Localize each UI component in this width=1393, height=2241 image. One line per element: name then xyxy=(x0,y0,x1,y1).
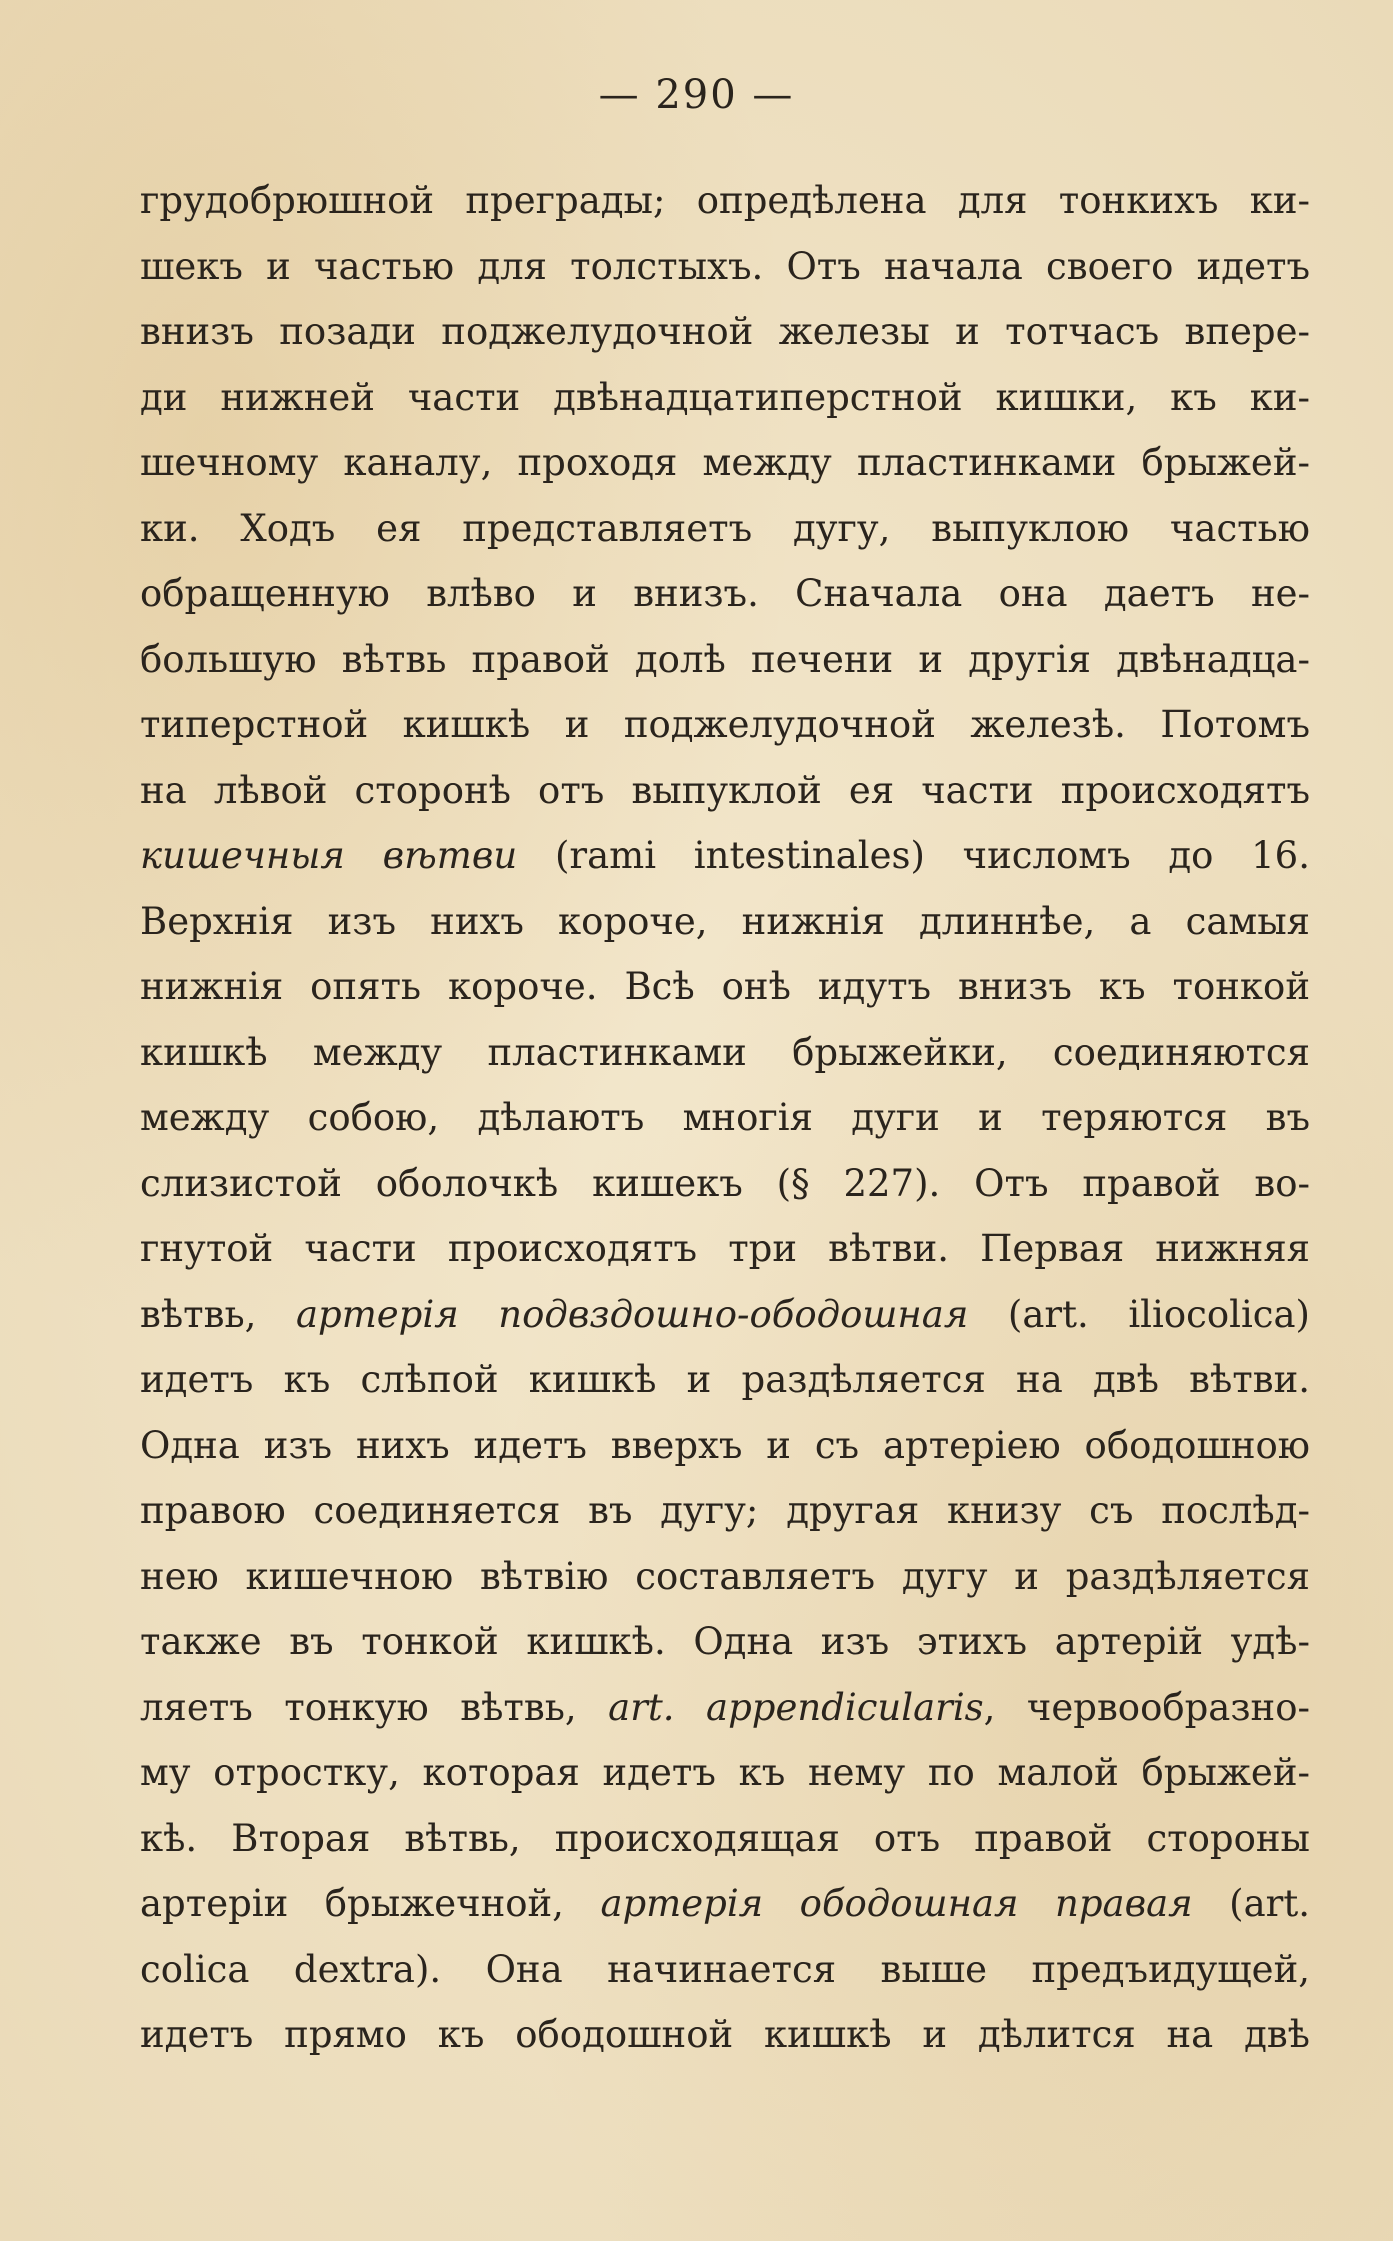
text-line xyxy=(140,627,1310,693)
text-run: правою соединяется въ дугу; другая книзу съ послѣд- xyxy=(140,1489,1310,1532)
text-line xyxy=(140,758,1310,824)
text-line xyxy=(140,823,1310,889)
text-run: шекъ и частью для толстыхъ. Отъ начала своего идетъ xyxy=(140,244,1310,288)
text-line xyxy=(140,1085,1310,1151)
text-line xyxy=(140,1544,1310,1610)
text-run: вѣтвь, xyxy=(140,1292,296,1336)
text-run: слизистой оболочкѣ кишекъ (§ 227). Отъ правой во- xyxy=(140,1161,1310,1205)
text-run: обращенную влѣво и внизъ. Сначала она даетъ не- xyxy=(140,572,1310,615)
text-run: идетъ къ слѣпой кишкѣ и раздѣляется на двѣ вѣтви. xyxy=(140,1358,1310,1401)
text-run: шечному каналу, проходя между пластинками брыжей- xyxy=(140,441,1310,484)
text-run: также въ тонкой кишкѣ. Одна изъ этихъ артерій удѣ- xyxy=(140,1620,1310,1663)
text-line xyxy=(140,299,1310,365)
italic-term: артерія подвздошно-ободошная xyxy=(295,1292,969,1336)
page-number: — 290 — xyxy=(598,72,795,118)
text-run: на лѣвой сторонѣ отъ выпуклой ея части происходятъ xyxy=(140,768,1310,812)
text-line xyxy=(140,1216,1310,1282)
text-line xyxy=(140,496,1310,562)
text-run: гнутой части происходятъ три вѣтви. Первая нижняя xyxy=(140,1227,1310,1270)
text-line xyxy=(140,1675,1310,1741)
text-run: (art. xyxy=(1192,1882,1310,1925)
text-line xyxy=(140,1020,1310,1086)
text-run: типерстной кишкѣ и поджелудочной железѣ. Потомъ xyxy=(140,703,1310,746)
text-line xyxy=(140,1740,1310,1806)
text-line xyxy=(140,1413,1310,1479)
italic-term: кишечныя вѣтви xyxy=(140,834,518,877)
text-line xyxy=(140,2002,1310,2068)
text-run: внизъ позади поджелудочной железы и тотчасъ впере- xyxy=(140,310,1310,353)
text-run: ди нижней части двѣнадцатиперстной кишки, къ ки- xyxy=(140,375,1310,419)
text-run: нею кишечною вѣтвію составляетъ дугу и раздѣляется xyxy=(140,1554,1310,1598)
text-run: артеріи брыжечной, xyxy=(140,1882,601,1925)
text-line xyxy=(140,1282,1310,1348)
italic-term: art. appendicularis xyxy=(608,1685,984,1729)
text-line xyxy=(140,561,1310,627)
text-run: , червообразно- xyxy=(983,1685,1310,1729)
text-run: ки. Ходъ ея представляетъ дугу, выпуклою частью xyxy=(140,506,1310,550)
text-line xyxy=(140,1478,1310,1544)
text-line xyxy=(140,365,1310,431)
text-line xyxy=(140,1347,1310,1413)
text-run: между собою, дѣлаютъ многія дуги и теряются въ xyxy=(140,1096,1310,1139)
text-run: Одна изъ нихъ идетъ вверхъ и съ артеріею ободошною xyxy=(140,1423,1310,1467)
text-line xyxy=(140,168,1310,234)
text-run: colica dextra). Она начинается выше предъидущей, xyxy=(140,1947,1310,1991)
text-run: кишкѣ между пластинками брыжейки, соединяются xyxy=(140,1030,1310,1074)
text-run: нижнія опять короче. Всѣ онѣ идутъ внизъ къ тонкой xyxy=(140,965,1310,1008)
text-line xyxy=(140,1609,1310,1675)
text-run: му отростку, которая идетъ къ нему по малой брыжей- xyxy=(140,1751,1310,1794)
text-line xyxy=(140,1937,1310,2003)
body-text xyxy=(140,168,1310,2068)
text-run: (rami intestinales) числомъ до 16. xyxy=(517,834,1310,877)
text-line xyxy=(140,1151,1310,1217)
text-run: (art. iliocolica) xyxy=(968,1292,1310,1336)
text-run: кѣ. Вторая вѣтвь, происходящая отъ правой стороны xyxy=(140,1816,1310,1860)
text-run: Верхнія изъ нихъ короче, нижнія длиннѣе, а самыя xyxy=(140,899,1310,943)
text-run: грудобрюшной преграды; опредѣлена для тонкихъ ки- xyxy=(140,179,1310,222)
text-line xyxy=(140,234,1310,300)
text-run: ляетъ тонкую вѣтвь, xyxy=(140,1685,609,1729)
italic-term: артерія ободошная правая xyxy=(600,1882,1193,1925)
text-line xyxy=(140,692,1310,758)
text-line xyxy=(140,954,1310,1020)
text-run: идетъ прямо къ ободошной кишкѣ и дѣлится на двѣ xyxy=(140,2013,1310,2056)
text-run: большую вѣтвь правой долѣ печени и другія двѣнадца- xyxy=(140,637,1310,681)
text-line xyxy=(140,430,1310,496)
text-line xyxy=(140,889,1310,955)
text-line xyxy=(140,1806,1310,1872)
text-line xyxy=(140,1871,1310,1937)
